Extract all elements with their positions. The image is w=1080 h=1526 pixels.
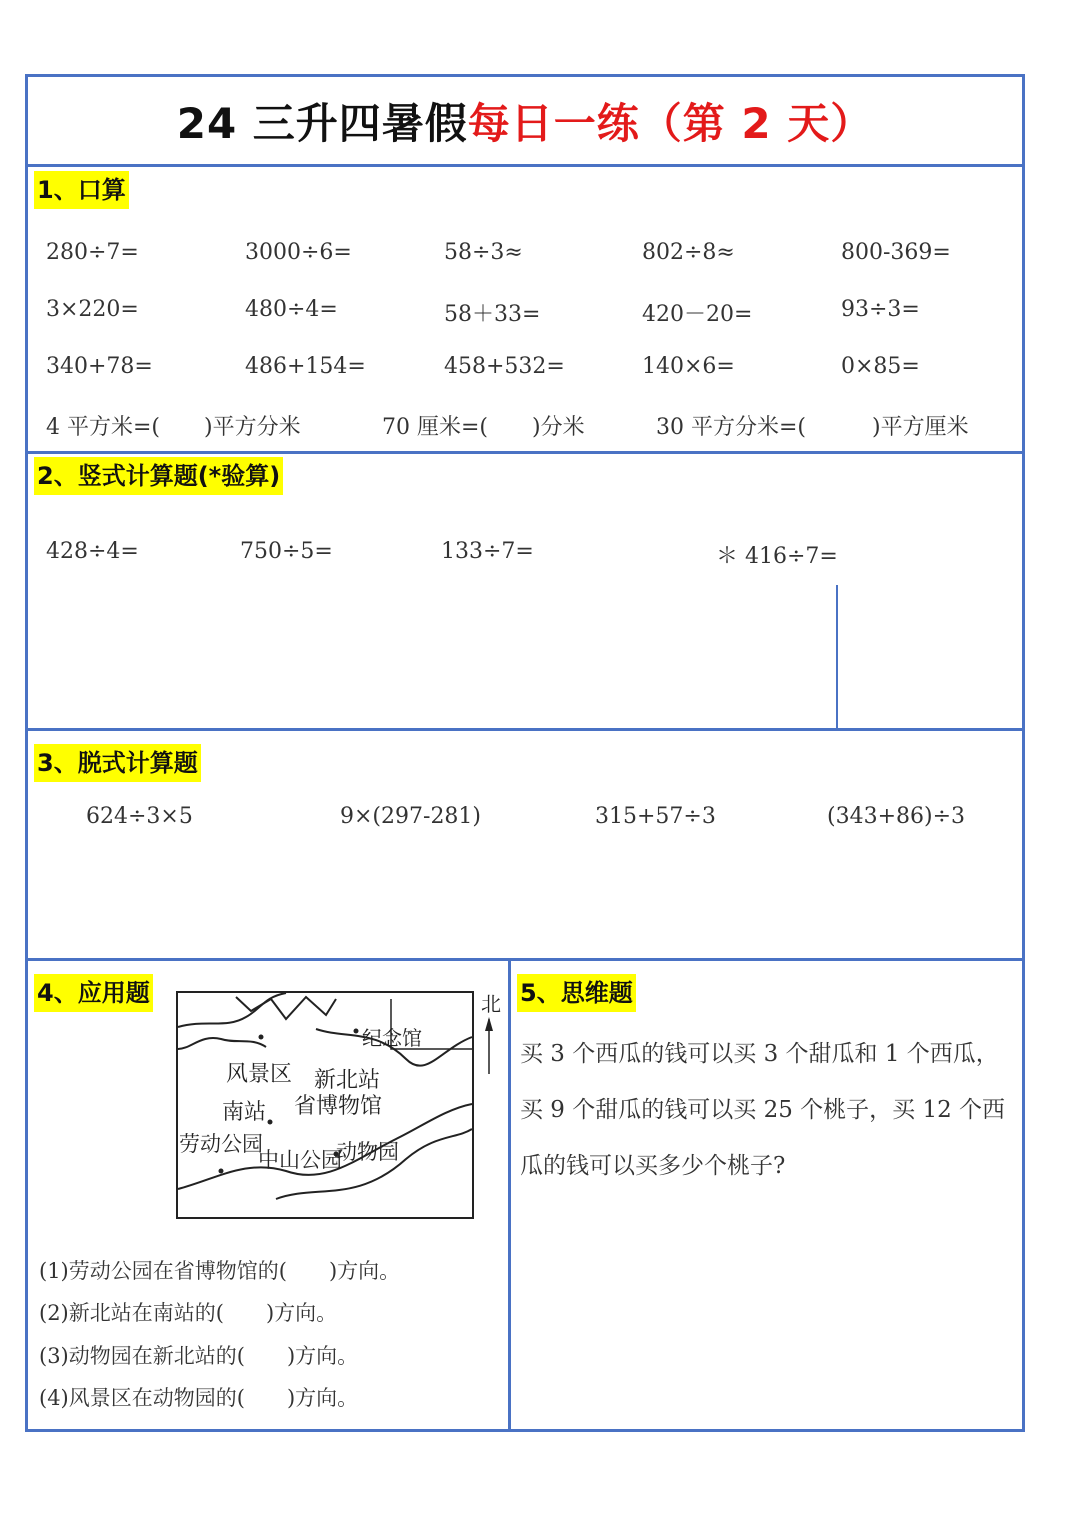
- map-label: 中山公园: [258, 1148, 342, 1172]
- question-item: (2)新北站在南站的( )方向。: [39, 1301, 338, 1325]
- step-calc-item: 9×(297-281): [340, 804, 482, 829]
- map-label: 新北站: [314, 1068, 381, 1093]
- step-calc-item: 624÷3×5: [86, 804, 193, 829]
- map-label: 南站: [222, 1100, 267, 1125]
- section4-title: 4、应用题: [34, 974, 153, 1012]
- step-calc-item: (343+86)÷3: [827, 804, 966, 829]
- calc-item: 93÷3=: [841, 297, 920, 322]
- section1-title: 1、口算: [34, 171, 129, 209]
- divider-title: [28, 164, 1022, 167]
- thinking-question-line: 瓜的钱可以买多少个桃子?: [520, 1153, 786, 1179]
- map-label: 劳动公园: [179, 1132, 263, 1156]
- divider-section3: [28, 958, 1022, 961]
- map-dot: [354, 1029, 359, 1034]
- calc-item: 0×85=: [841, 354, 920, 379]
- calc-item: 58÷3≈: [444, 240, 523, 265]
- calc-item: 58＋33=: [444, 302, 541, 327]
- step-calc-item: 315+57÷3: [595, 804, 716, 829]
- calc-item: 802÷8≈: [642, 240, 735, 265]
- vertical-calc-item: ＊ 416÷7=: [716, 544, 838, 569]
- title-black-part: 24 三升四暑假: [176, 99, 468, 148]
- calc-item: 280÷7=: [46, 240, 139, 265]
- calc-item: 140×6=: [642, 354, 735, 379]
- title-red-part: 每日一练（第 2 天）: [467, 99, 874, 148]
- map-label: 风景区: [226, 1062, 293, 1087]
- vertical-calc-item: 133÷7=: [441, 539, 534, 564]
- thinking-question-line: 买 9 个甜瓜的钱可以买 25 个桃子，买 12 个西: [520, 1097, 1006, 1123]
- question-item: (4)风景区在动物园的( )方向。: [39, 1386, 359, 1410]
- divider-section1: [28, 451, 1022, 454]
- map-dot: [268, 1120, 273, 1125]
- map-dot: [219, 1169, 224, 1174]
- worksheet-frame: [25, 74, 1025, 1432]
- work-line: [836, 585, 838, 729]
- unit-conversion: 4 平方米=( )平方分米: [46, 415, 301, 440]
- calc-item: 458+532=: [444, 354, 565, 379]
- unit-conversion: 70 厘米=( )分米: [382, 415, 585, 440]
- divider-section4-5: [508, 958, 511, 1432]
- vertical-calc-item: 428÷4=: [46, 539, 139, 564]
- map-label: 动物园: [336, 1140, 399, 1164]
- page-title: [28, 77, 1022, 165]
- map-label: 纪念馆: [362, 1026, 422, 1050]
- section3-title: 3、脱式计算题: [34, 744, 201, 782]
- north-arrow-icon: [476, 989, 506, 1079]
- north-label: 北: [481, 992, 501, 1016]
- calc-item: 3000÷6=: [245, 240, 352, 265]
- vertical-calc-item: 750÷5=: [240, 539, 333, 564]
- question-item: (1)劳动公园在省博物馆的( )方向。: [39, 1259, 401, 1283]
- calc-item: 340+78=: [46, 354, 153, 379]
- divider-section2: [28, 728, 1022, 731]
- thinking-question-line: 买 3 个西瓜的钱可以买 3 个甜瓜和 1 个西瓜，: [520, 1041, 999, 1067]
- calc-item: 486+154=: [245, 354, 366, 379]
- map-label: 省博物馆: [294, 1094, 383, 1119]
- map-dot: [259, 1035, 264, 1040]
- section5-title: 5、思维题: [517, 974, 636, 1012]
- calc-item: 420－20=: [642, 302, 753, 327]
- section2-title: 2、竖式计算题(*验算): [34, 457, 283, 495]
- calc-item: 3×220=: [46, 297, 139, 322]
- calc-item: 800-369=: [841, 240, 951, 265]
- unit-conversion: 30 平方分米=( )平方厘米: [656, 415, 969, 440]
- question-item: (3)动物园在新北站的( )方向。: [39, 1344, 359, 1368]
- city-map: [176, 989, 476, 1221]
- calc-item: 480÷4=: [245, 297, 338, 322]
